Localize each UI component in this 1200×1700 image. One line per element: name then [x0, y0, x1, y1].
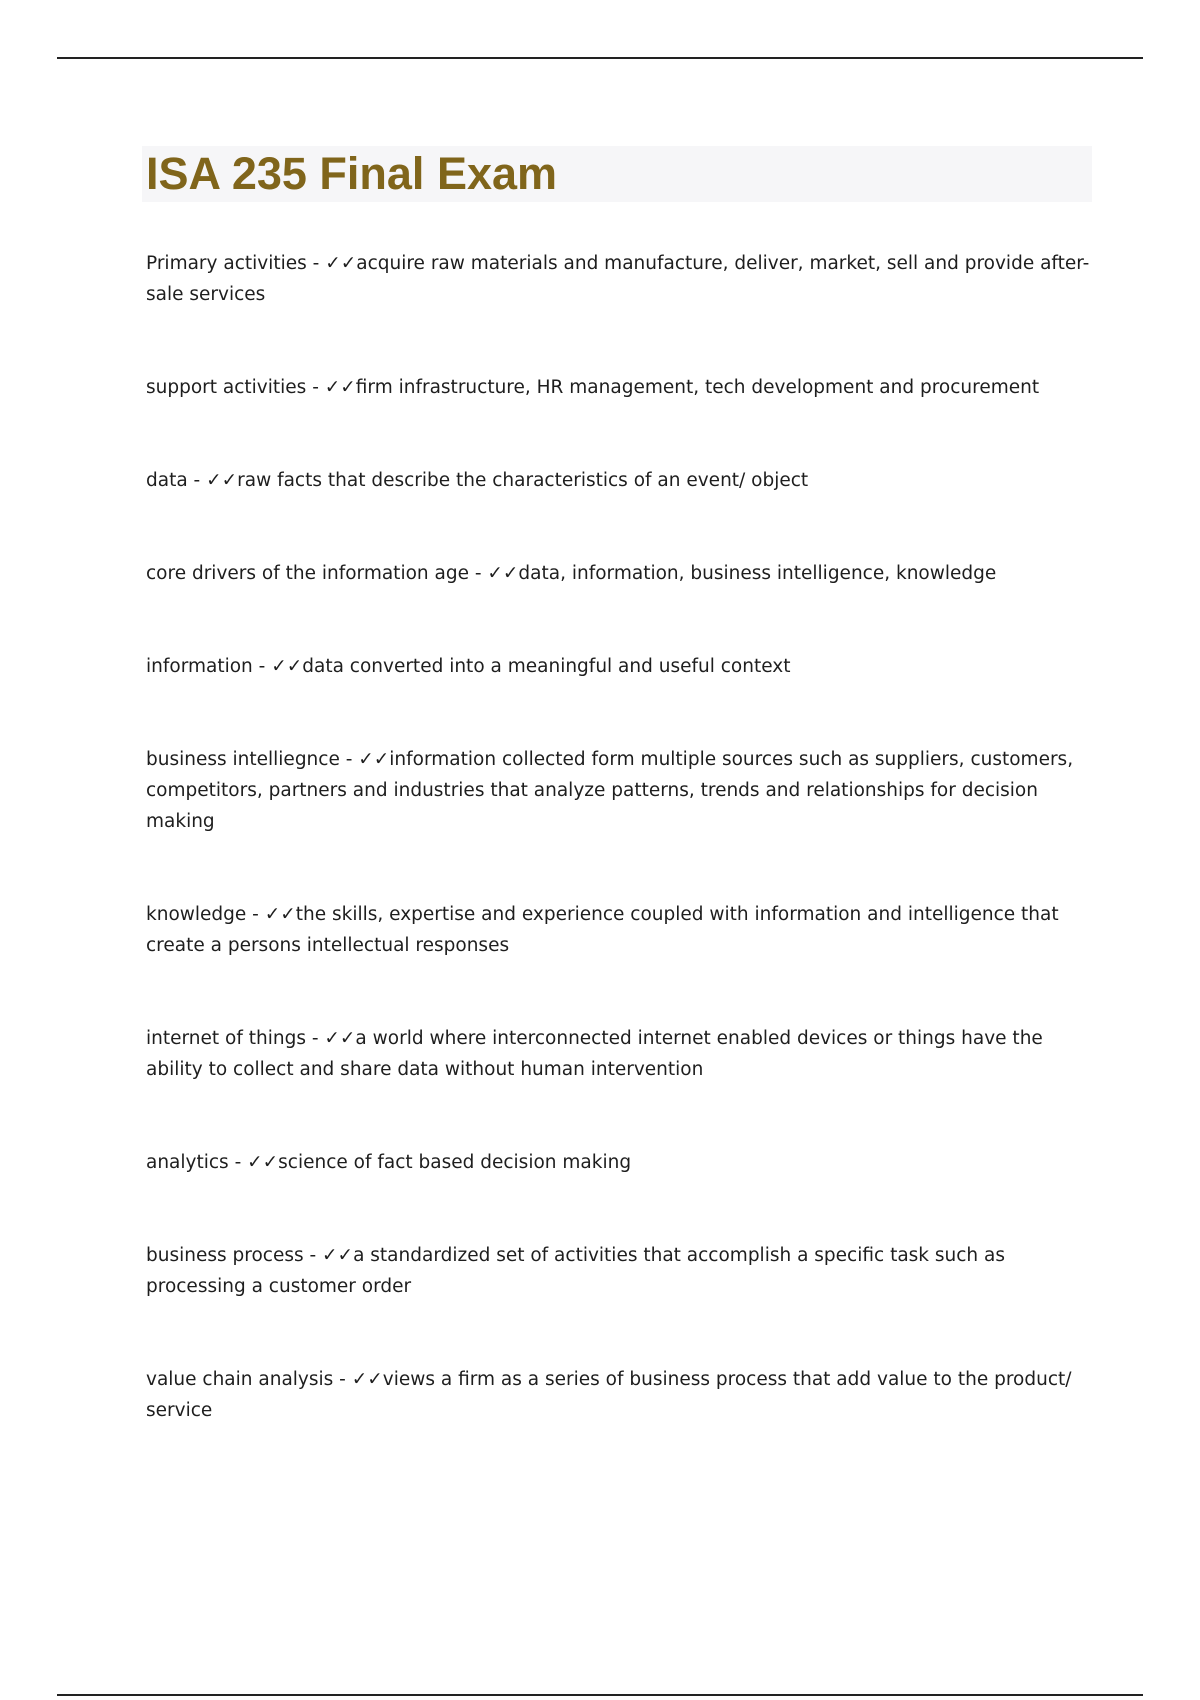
flashcard-entry	[146, 1364, 1096, 1426]
double-check-icon: ✓✓	[351, 1369, 383, 1390]
entry-definition: a standardized set of activities that accomplish a specific task such as processing a customer order	[146, 1245, 1006, 1297]
entry-definition: raw facts that describe the characteristics of an event/ object	[237, 470, 809, 491]
entry-separator: -	[306, 377, 325, 398]
entry-term: data	[146, 470, 188, 491]
entry-definition: science of fact based decision making	[278, 1152, 632, 1173]
entry-separator: -	[468, 563, 488, 584]
entry-definition: data, information, business intelligence, knowledge	[518, 563, 997, 584]
top-rule	[57, 57, 1143, 59]
flashcard-entry	[146, 899, 1096, 961]
entry-definition: acquire raw materials and manufacture, deliver, market, sell and provide after-sale services	[146, 253, 1090, 305]
entry-term: knowledge	[146, 904, 247, 925]
entry-term: value chain analysis	[146, 1369, 334, 1390]
entry-separator: -	[305, 1028, 325, 1049]
entry-term: core drivers of the information age	[146, 563, 469, 584]
double-check-icon: ✓✓	[325, 253, 357, 274]
entry-term: Primary activities	[146, 253, 307, 274]
entry-term: information	[146, 656, 253, 677]
double-check-icon: ✓✓	[264, 904, 296, 925]
document-title: ISA 235 Final Exam	[146, 148, 558, 199]
entry-separator: -	[187, 470, 207, 491]
flashcard-entry	[146, 1023, 1096, 1085]
entry-term: support activities	[146, 377, 307, 398]
entry-separator: -	[306, 253, 326, 274]
entry-term: business intelliegnce	[146, 749, 340, 770]
double-check-icon: ✓✓	[324, 1028, 356, 1049]
flashcard-list	[146, 248, 1096, 1488]
entry-separator: -	[252, 656, 272, 677]
entry-definition: a world where interconnected internet enabled devices or things have the ability to collect and share data without human intervention	[146, 1028, 1043, 1080]
entry-term: analytics	[146, 1152, 229, 1173]
entry-definition: information collected form multiple sources such as suppliers, customers, competitors, partners and industries that analyze patterns, trends and relationships for decision making	[146, 749, 1074, 832]
entry-definition: views a firm as a series of business process that add value to the product/ service	[146, 1369, 1072, 1421]
flashcard-entry	[146, 558, 1096, 589]
bottom-rule	[57, 1694, 1143, 1696]
double-check-icon: ✓✓	[206, 470, 238, 491]
double-check-icon: ✓✓	[487, 563, 519, 584]
flashcard-entry	[146, 465, 1096, 496]
entry-separator: -	[333, 1369, 352, 1390]
flashcard-entry	[146, 1240, 1096, 1302]
flashcard-entry	[146, 248, 1096, 310]
entry-term: internet of things	[146, 1028, 306, 1049]
double-check-icon: ✓✓	[271, 656, 303, 677]
flashcard-entry	[146, 744, 1096, 837]
double-check-icon: ✓✓	[324, 377, 356, 398]
entry-separator: -	[303, 1245, 323, 1266]
double-check-icon: ✓✓	[322, 1245, 354, 1266]
flashcard-entry	[146, 1147, 1096, 1178]
entry-definition: data converted into a meaningful and useful context	[302, 656, 791, 677]
entry-separator: -	[246, 904, 265, 925]
entry-term: business process	[146, 1245, 304, 1266]
entry-separator: -	[228, 1152, 248, 1173]
double-check-icon: ✓✓	[358, 749, 390, 770]
entry-definition: the skills, expertise and experience coupled with information and intelligence that create a persons intellectual responses	[146, 904, 1059, 956]
entry-definition: firm infrastructure, HR management, tech development and procurement	[355, 377, 1040, 398]
flashcard-entry	[146, 372, 1096, 403]
entry-separator: -	[339, 749, 359, 770]
flashcard-entry	[146, 651, 1096, 682]
double-check-icon: ✓✓	[247, 1152, 279, 1173]
